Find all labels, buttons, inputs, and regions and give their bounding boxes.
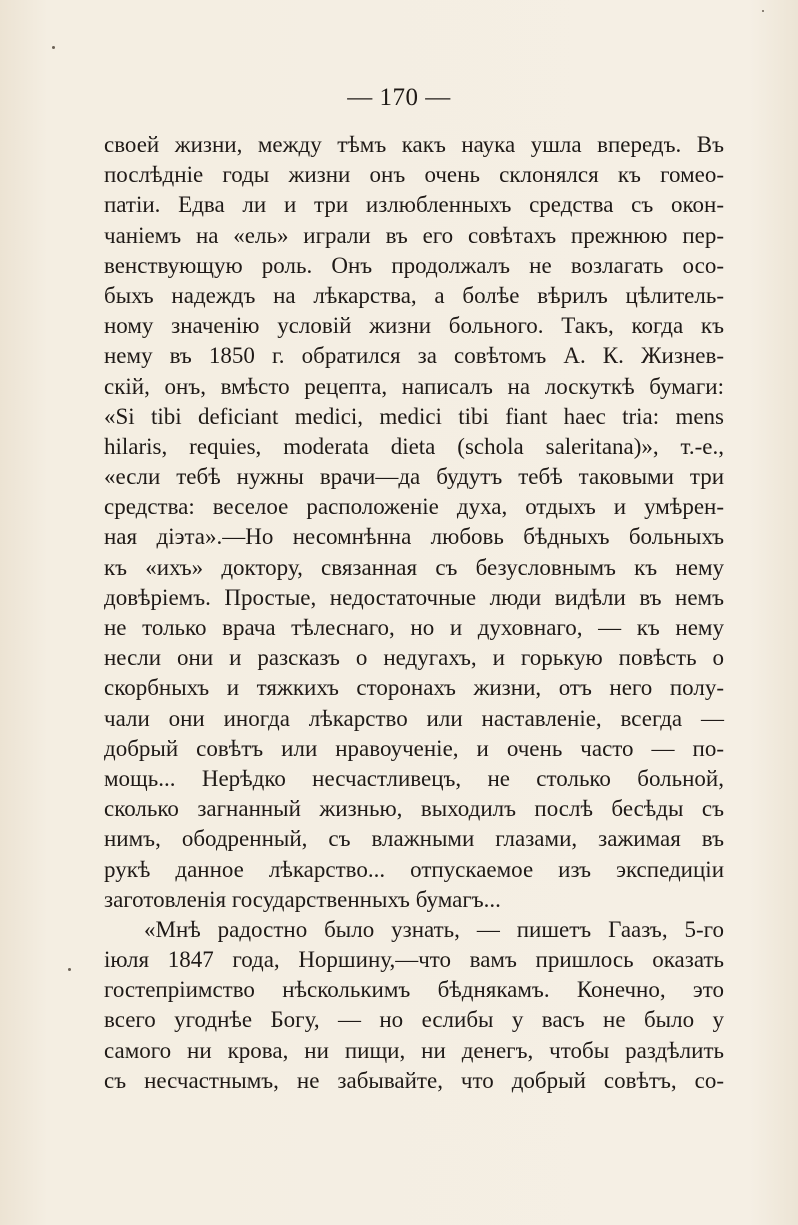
text-line: къ «ихъ» доктору, связанная съ безусловнымъ къ нему [104, 554, 724, 580]
text-line: заготовленія государственныхъ бумагъ... [104, 886, 501, 912]
text-line: скій, онъ, вмѣсто рецепта, написалъ на лоскуткѣ бумаги: [104, 373, 724, 399]
text-line: добрый совѣтъ или нравоученіе, и очень часто — по- [104, 735, 724, 761]
text-line: нимъ, ободренный, съ влажными глазами, зажимая въ [104, 826, 724, 852]
text-line: ному значенію условій жизни больного. Такъ, когда къ [104, 313, 724, 339]
text-line: чаніемъ на «ель» играли въ его совѣтахъ прежнюю пер- [104, 222, 724, 248]
text-line: ная діэта».—Но несомнѣнна любовь бѣдныхъ больныхъ [104, 524, 724, 550]
text-line: рукѣ данное лѣкарство... отпускаемое изъ экспедиціи [104, 856, 724, 882]
text-line: самого ни крова, ни пищи, ни денегъ, чтобы раздѣлить [104, 1037, 724, 1063]
text-line: іюля 1847 года, Норшину,—что вамъ пришлось оказать [104, 947, 724, 973]
text-line: hilaris, requies, moderata dieta (schola salеritana)», т.-е., [104, 433, 724, 459]
body-text [104, 130, 724, 1096]
page-speck [762, 10, 764, 12]
text-line: «Si tibi deficiant medici, medici tibi fiant haec tria: mens [104, 403, 724, 429]
text-line: чали они иногда лѣкарство или наставленіе, всегда — [104, 705, 724, 731]
text-line: съ несчастнымъ, не забывайте, что добрый совѣтъ, со- [104, 1067, 724, 1093]
text-line: довѣріемъ. Простые, недостаточные люди видѣли въ немъ [104, 584, 724, 610]
text-line: всего угоднѣе Богу, — но еслибы у васъ не было у [104, 1007, 724, 1033]
text-line: быхъ надеждъ на лѣкарства, а болѣе вѣрилъ цѣлитель- [104, 282, 724, 308]
text-line: гостепріимство нѣсколькимъ бѣднякамъ. Конечно, это [104, 977, 724, 1003]
page-speck [52, 46, 55, 49]
text-line: сколько загнанный жизнью, выходилъ послѣ бесѣды съ [104, 796, 724, 822]
text-line: несли они и разсказъ о недугахъ, и горькую повѣсть о [104, 645, 724, 671]
text-line: венствующую роль. Онъ продолжалъ не возлагать осо- [104, 252, 724, 278]
text-line: средства: веселое расположеніе духа, отдыхъ и умѣрен- [104, 494, 724, 520]
text-line: своей жизни, между тѣмъ какъ наука ушла впередъ. Въ [104, 132, 724, 157]
text-line: «если тебѣ нужны врачи—да будутъ тебѣ таковыми три [104, 464, 724, 490]
text-line: нему въ 1850 г. обратился за совѣтомъ А. К. Жизнев- [104, 343, 724, 369]
text-line: скорбныхъ и тяжкихъ сторонахъ жизни, отъ него полу- [104, 675, 724, 701]
text-line: послѣдніе годы жизни онъ очень склонялся къ гомео- [104, 162, 724, 188]
text-line: «Мнѣ радостно было узнать, — пишетъ Гаазъ, 5-го [144, 916, 724, 942]
text-line: мощь... Нерѣдко несчастливецъ, не столько больной, [104, 765, 724, 791]
text-line: патіи. Едва ли и три излюбленныхъ средства съ окон- [104, 192, 724, 218]
page-number: — 170 — [347, 84, 451, 111]
text-line: не только врача тѣлеснаго, но и духовнаго, — къ нему [104, 615, 724, 640]
page-speck [68, 968, 71, 971]
